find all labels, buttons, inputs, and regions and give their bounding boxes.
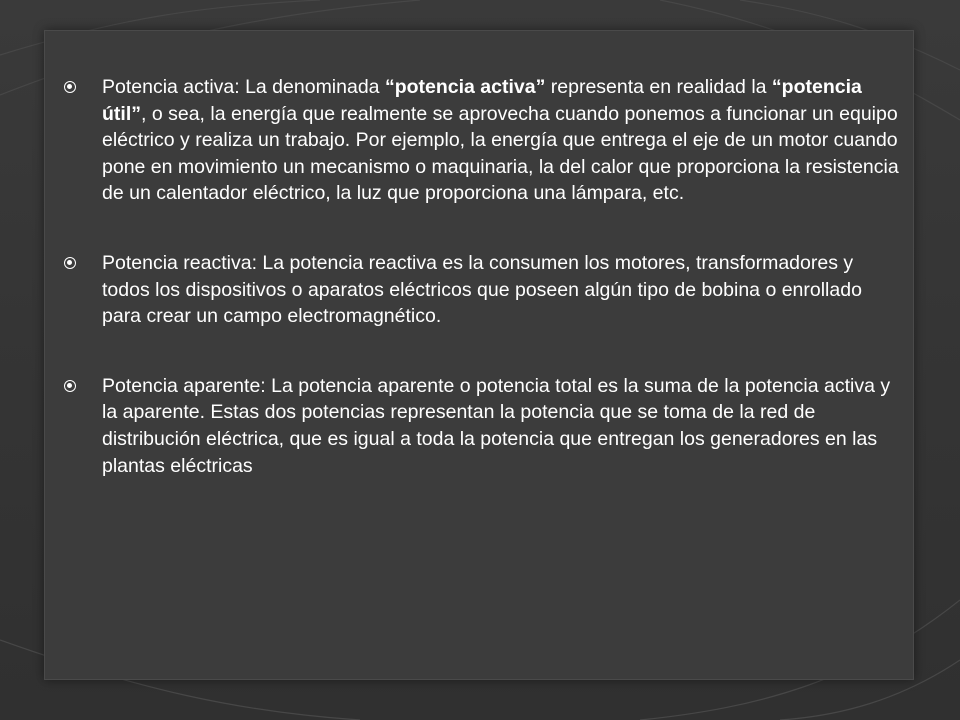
- bullet-text: [102, 76, 899, 204]
- bold-term: “potencia útil”: [102, 76, 862, 125]
- bullet-item-potencia-activa: [64, 74, 900, 207]
- bullet-item-potencia-aparente: [64, 373, 900, 479]
- circled-dot-bullet-icon: [64, 257, 76, 269]
- text-run: representa en realidad la: [545, 76, 772, 98]
- bullet-item-potencia-reactiva: [64, 250, 900, 330]
- bullet-list: [64, 74, 900, 522]
- circled-dot-bullet-icon: [64, 81, 76, 93]
- bullet-text: [102, 375, 890, 477]
- text-run: , o sea, la energía que realmente se aprovecha cuando ponemos a funcionar un equipo eléctrico y realiza un trabajo. Por ejemplo, la energía que entrega el eje de un motor cuando pone en movimiento un mecanismo o maquinaria, la del calor que proporciona la resistencia de un calentador eléctrico, la luz que proporciona una lámpara, etc.: [102, 102, 899, 205]
- text-run: Potencia activa: La denominada: [102, 76, 385, 98]
- text-run: Potencia reactiva: La potencia reactiva es la consumen los motores, transformadores y todos los dispositivos o aparatos eléctricos que poseen algún tipo de bobina o enrollado para crear un campo electromagnético.: [102, 251, 862, 328]
- bullet-text: [102, 252, 862, 327]
- bold-term: “potencia activa”: [384, 76, 546, 98]
- circled-dot-bullet-icon: [64, 380, 76, 392]
- text-run: Potencia aparente: La potencia aparente o potencia total es la suma de la potencia activa y la aparente. Estas dos potencias representan la potencia que se toma de la red de distribución eléctrica, que es igual a toda la potencia que entregan los generadores en las plantas eléctricas: [102, 374, 891, 477]
